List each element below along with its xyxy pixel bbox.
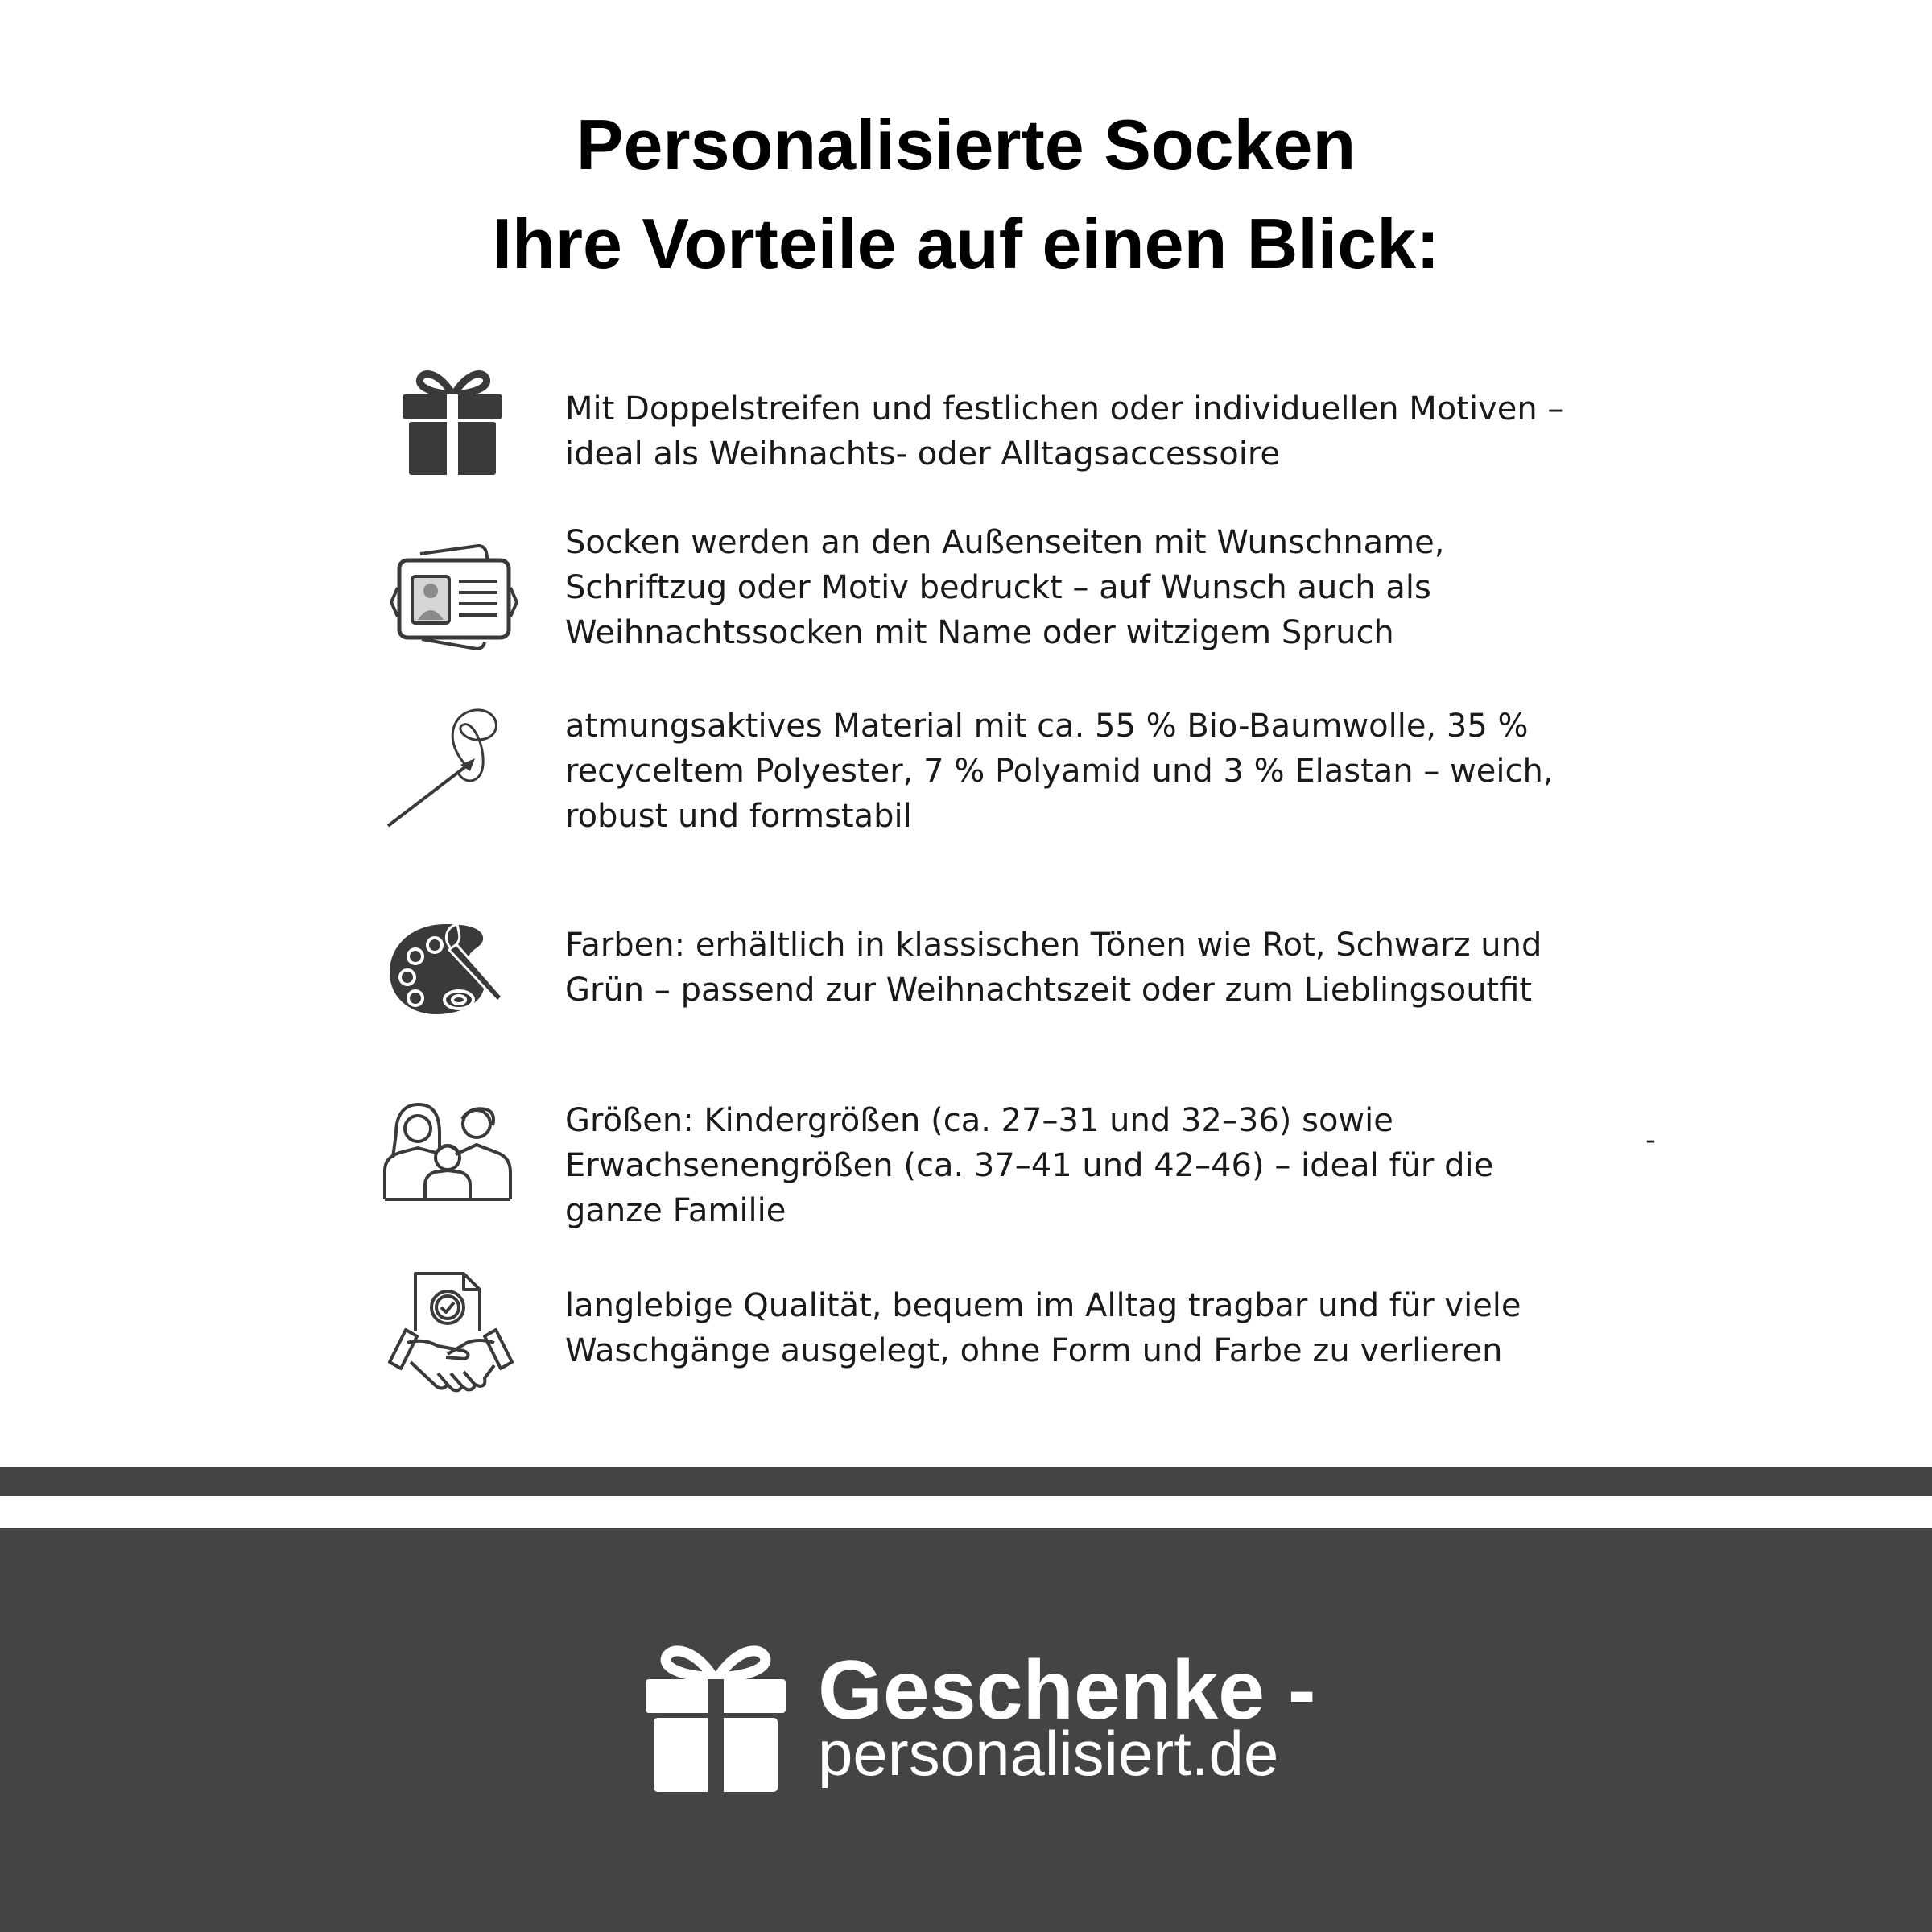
quality-handshake-icon <box>388 1270 514 1401</box>
feature-text-2: Socken werden an den Außenseiten mit Wunschname, Schriftzug oder Motiv bedruckt – auf Wunsch auch als Weihnachtssocken mit Name oder witzigem Spruch <box>565 524 1445 651</box>
id-card-icon <box>390 541 518 654</box>
feature-text-1: Mit Doppelstreifen und festlichen oder individuellen Motiven – ideal als Weihnachts- oder Alltagsaccessoire <box>565 390 1564 473</box>
brand-name-line-1: Geschenke - <box>818 1644 1316 1737</box>
footer-gift-icon <box>644 1642 787 1794</box>
gift-icon <box>401 367 506 477</box>
feature-text-6: langlebige Qualität, bequem im Alltag tragbar und für viele Waschgänge ausgelegt, ohne Form und Farbe zu verlieren <box>565 1287 1521 1369</box>
brand-name-line-2: personalisiert.de <box>818 1718 1279 1789</box>
title-line-1: Personalisierte Socken <box>576 105 1356 184</box>
title-line-2: Ihre Vorteile auf einen Blick: <box>492 204 1440 283</box>
divider-band <box>0 1467 1932 1496</box>
feature-text-5: Größen: Kindergrößen (ca. 27–31 und 32–36) sowie Erwachsenengrößen (ca. 37–41 und 42–46) – ideal für die ganze Familie <box>565 1102 1494 1229</box>
paint-palette-icon <box>388 916 510 1021</box>
needle-thread-icon <box>386 705 512 831</box>
stray-dash-mark: - <box>1645 1124 1656 1157</box>
feature-text-4: Farben: erhältlich in klassischen Tönen wie Rot, Schwarz und Grün – passend zur Weihnachtszeit oder zum Lieblingsoutfit <box>565 927 1542 1009</box>
family-icon <box>382 1101 514 1203</box>
feature-text-3: atmungsaktives Material mit ca. 55 % Bio-Baumwolle, 35 % recyceltem Polyester, 7 % Polyamid und 3 % Elastan – weich, robust und formstabil <box>565 708 1554 835</box>
page-title <box>0 95 1932 293</box>
